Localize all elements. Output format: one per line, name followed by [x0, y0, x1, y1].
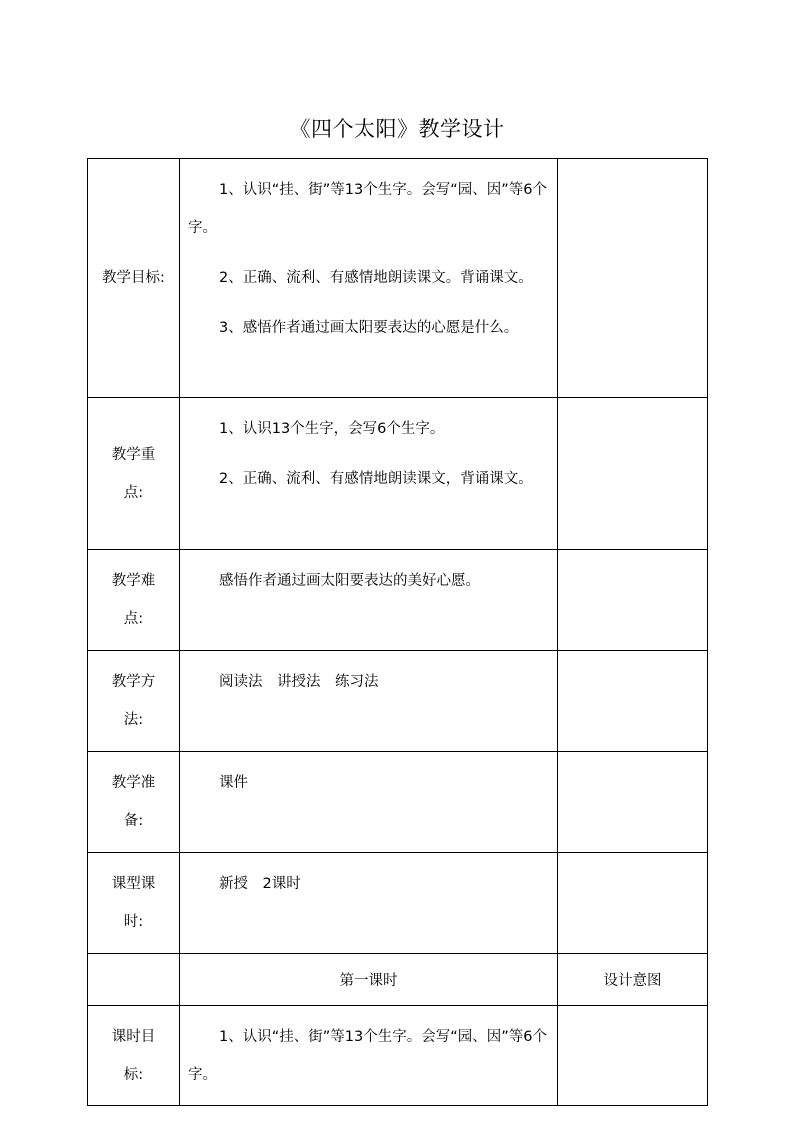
document-title: 《四个太阳》教学设计	[289, 117, 505, 141]
design-intent-header: 设计意图	[558, 954, 708, 1006]
lesson-type-label-cell	[88, 853, 180, 954]
lesson-type-label: 课型课时:	[111, 876, 156, 930]
goals-intent-cell	[558, 159, 708, 398]
lesson-plan-table	[87, 158, 708, 1106]
difficulties-content-cell	[180, 550, 558, 651]
difficulties-row	[88, 550, 708, 651]
period-goals-row	[88, 1006, 708, 1106]
preparation-row	[88, 752, 708, 853]
key-points-content-cell	[180, 398, 558, 550]
preparation-content-cell	[180, 752, 558, 853]
key-points-row	[88, 398, 708, 550]
lesson-type-content-cell	[180, 853, 558, 954]
methods-text: 阅读法 讲授法 练习法	[219, 674, 379, 690]
preparation-intent-cell	[558, 752, 708, 853]
section-header-row	[88, 954, 708, 1006]
goals-content-cell	[180, 159, 558, 398]
goals-item-2: 2、正确、流利、有感情地朗读课文。背诵课文。	[219, 270, 533, 286]
difficulties-label: 教学难点:	[111, 573, 156, 627]
key-points-item-2: 2、正确、流利、有感情地朗读课文，背诵课文。	[219, 471, 533, 487]
lesson-type-row	[88, 853, 708, 954]
methods-label: 教学方法:	[111, 674, 156, 728]
preparation-label: 教学准备:	[111, 775, 156, 829]
lesson-type-text: 新授 2课时	[219, 876, 301, 892]
period-goals-label: 课时目标:	[111, 1028, 156, 1083]
goals-item-1: 1、认识“挂、街”等13个生字。会写“园、因”等6个字。	[188, 182, 547, 236]
preparation-label-cell	[88, 752, 180, 853]
key-points-intent-cell	[558, 398, 708, 550]
section-title: 第一课时	[180, 954, 558, 1006]
methods-content-cell	[180, 651, 558, 752]
goals-label-cell	[88, 159, 180, 398]
methods-intent-cell	[558, 651, 708, 752]
goals-row	[88, 159, 708, 398]
section-header-empty-cell	[88, 954, 180, 1006]
difficulties-label-cell	[88, 550, 180, 651]
goals-label: 教学目标:	[102, 270, 165, 286]
methods-row	[88, 651, 708, 752]
lesson-type-intent-cell	[558, 853, 708, 954]
period-goals-content-cell	[180, 1006, 558, 1106]
key-points-label-cell	[88, 398, 180, 550]
period-goals-text: 1、认识“挂、街”等13个生字。会写“园、因”等6个字。	[188, 1029, 547, 1083]
difficulties-intent-cell	[558, 550, 708, 651]
period-goals-label-cell	[88, 1006, 180, 1106]
preparation-text: 课件	[219, 775, 248, 791]
difficulties-text: 感悟作者通过画太阳要表达的美好心愿。	[219, 573, 480, 589]
goals-item-3: 3、感悟作者通过画太阳要表达的心愿是什么。	[219, 320, 519, 336]
methods-label-cell	[88, 651, 180, 752]
key-points-item-1: 1、认识13个生字，会写6个生字。	[219, 421, 445, 437]
period-goals-intent-cell	[558, 1006, 708, 1106]
key-points-label: 教学重点:	[111, 446, 156, 501]
